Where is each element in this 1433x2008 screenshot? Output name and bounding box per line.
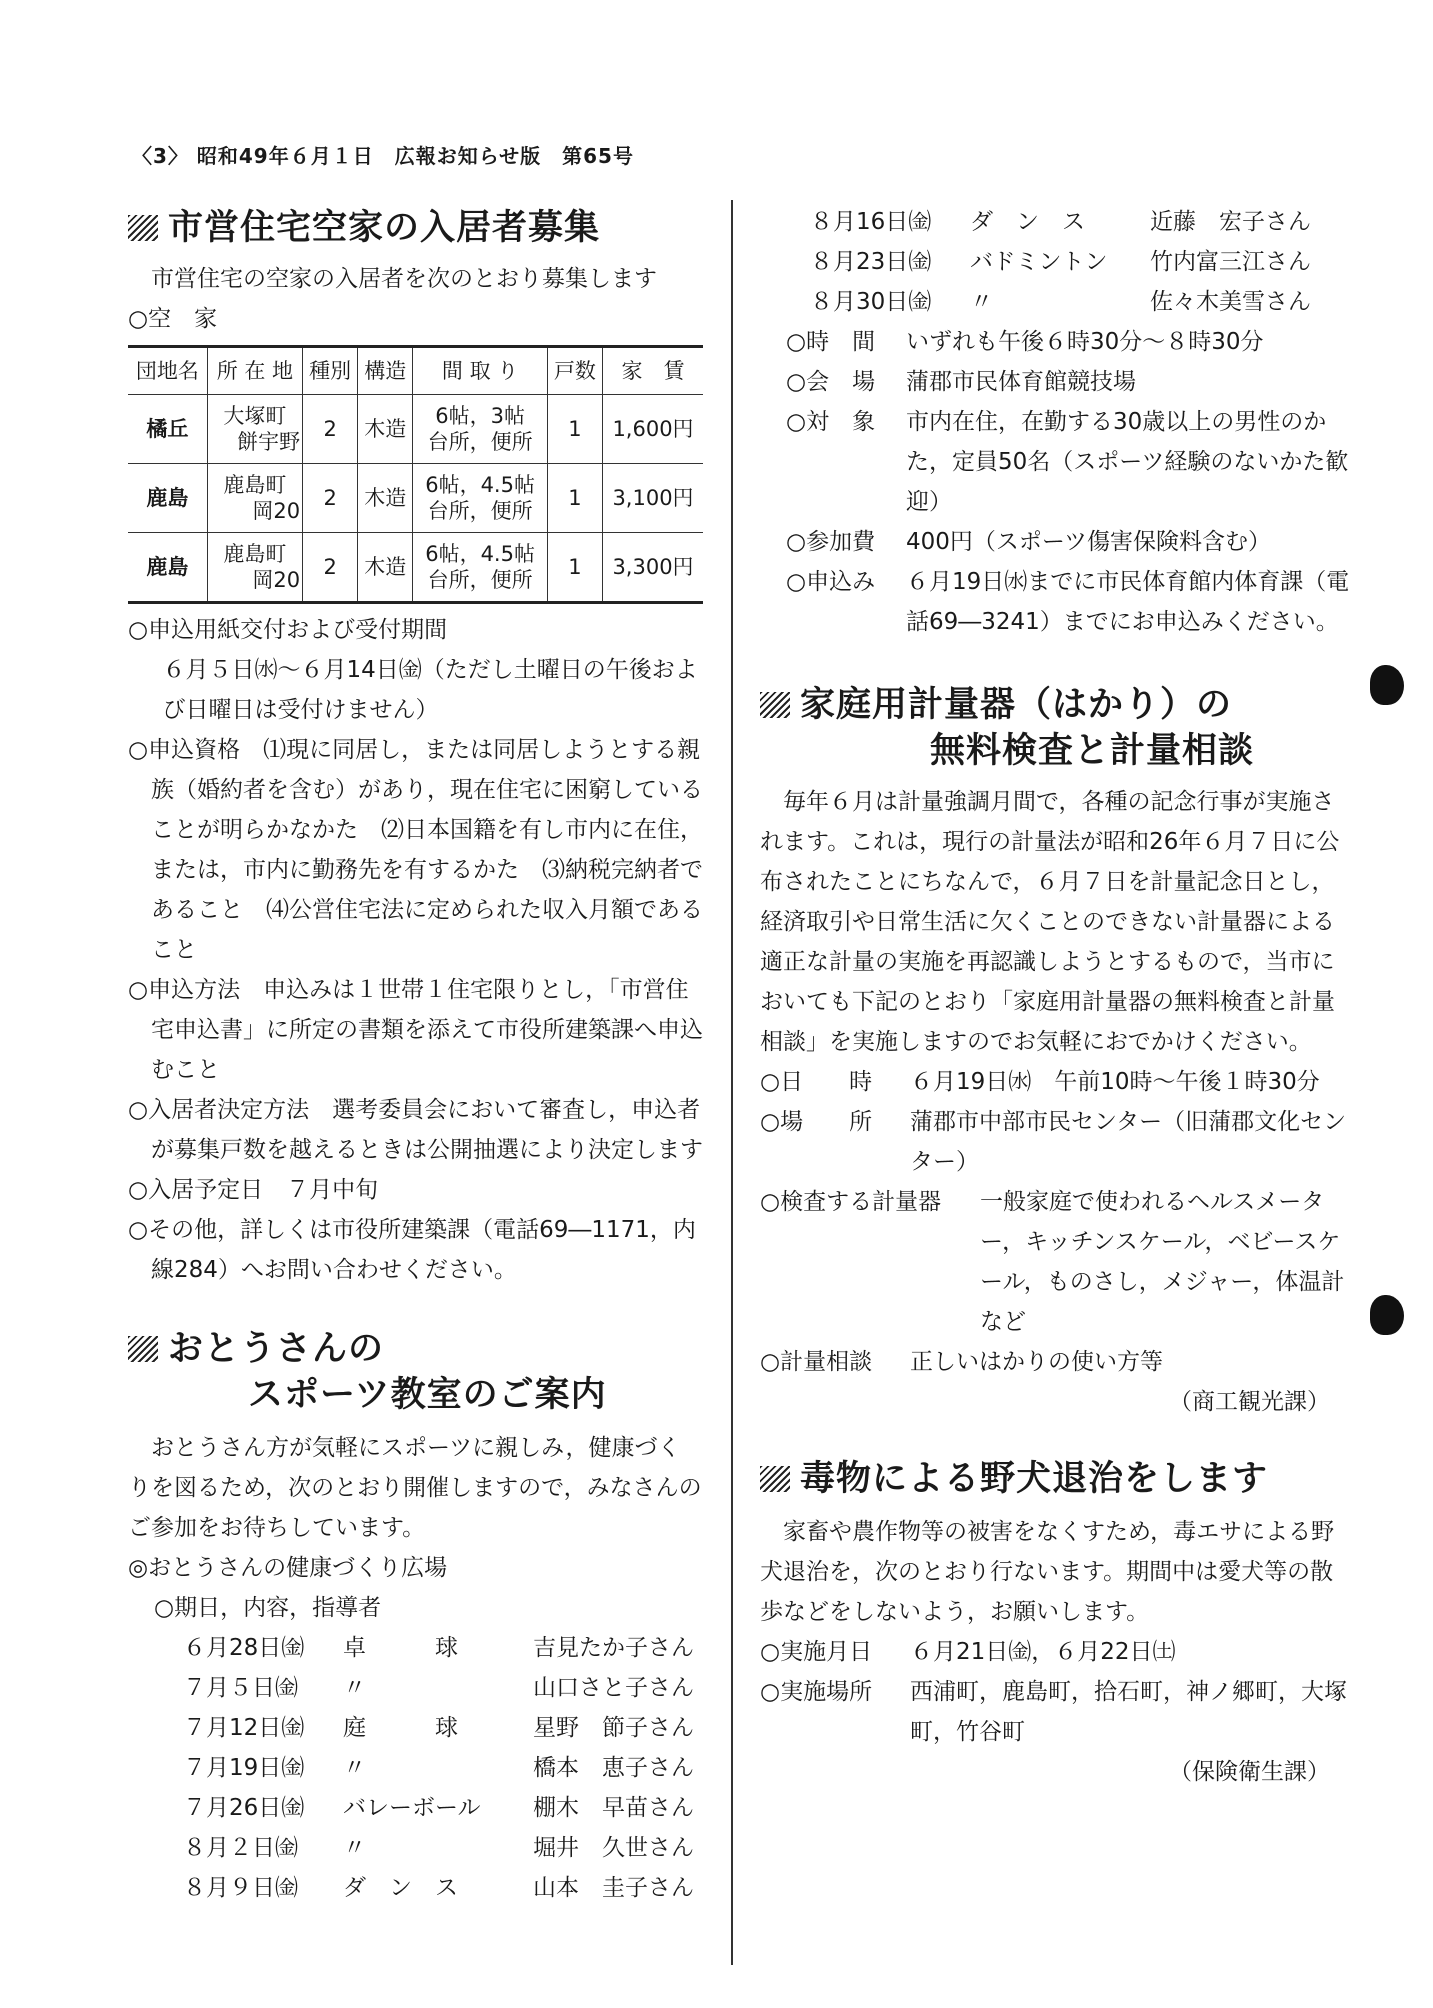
period-label: ○申込用紙交付および受付期間 xyxy=(128,617,448,643)
qualification-text: ○申込資格 ⑴現に同居し，または同居しようとする親族（婚約者を含む）があり，現在住宅に困窮していることが明らかなかた ⑵日本国籍を有し市内に在住，または，市内に勤務先を有するかた ⑶納税完納者であること ⑷公営住宅法に定められた収入月額であること xyxy=(128,737,703,963)
table-row: 鹿島 鹿島町 岡20 2 木造 6帖，4.5帖 台所，便所 1 3,300円 xyxy=(128,533,703,603)
ink-blot xyxy=(1370,665,1404,705)
schedule-list-cont xyxy=(760,202,1350,322)
scales-dept: （商工観光課） xyxy=(1169,1389,1330,1415)
page-header: 〈3〉 昭和49年６月１日 広報お知らせ版 第65号 xyxy=(132,144,634,168)
left-column xyxy=(128,205,703,1908)
section-mark-icon xyxy=(760,1466,790,1492)
list-item: ８月23日㈮ バドミントン 竹内富三江さん xyxy=(810,249,1311,275)
vacancy-label: ○空 家 xyxy=(128,306,218,332)
dogs-title: 毒物による野犬退治をします xyxy=(760,1456,1350,1502)
detail-row: ○時 間 いずれも午後６時30分～８時30分 xyxy=(786,329,1264,355)
col-header: 間 取 り xyxy=(413,347,548,395)
schedule-label: ○期日，内容，指導者 xyxy=(154,1595,382,1621)
detail-row: ○場 所 蒲郡市中部市民センター（旧蒲郡文化センター） xyxy=(760,1109,1347,1175)
dogs-dept: （保険衛生課） xyxy=(1169,1759,1330,1785)
table-row: 橘丘 大塚町 餅宇野 2 木造 6帖，3帖 台所，便所 1 1,600円 xyxy=(128,395,703,464)
col-header: 団地名 xyxy=(128,347,207,395)
detail-row: ○実施場所 西浦町，鹿島町，拾石町，神ノ郷町，大塚町，竹谷町 xyxy=(760,1679,1347,1745)
list-item: ６月28日㈮ 卓 球 吉見たか子さん xyxy=(183,1635,694,1661)
ink-blot xyxy=(1370,1295,1404,1335)
list-item: ７月19日㈮ 〃 橋本 恵子さん xyxy=(183,1755,694,1781)
col-header: 所 在 地 xyxy=(207,347,302,395)
sports-details xyxy=(760,322,1350,642)
section-mark-icon xyxy=(760,692,790,718)
housing-title: 市営住宅空家の入居者募集 xyxy=(128,205,703,251)
sports-title-line2: スポーツ教室のご案内 xyxy=(248,1375,607,1415)
method-text: ○申込方法 申込みは１世帯１住宅限りとし，「市営住宅申込書」に所定の書類を添えて市役所建築課へ申込むこと xyxy=(128,977,703,1083)
col-header: 構造 xyxy=(358,347,413,395)
column-divider xyxy=(731,200,733,1965)
detail-row: ○対 象 市内在住，在勤する30歳以上の男性のかた，定員50名（スポーツ経験のないかた歓迎） xyxy=(786,409,1349,515)
detail-row: ○実施月日 ６月21日㈮，６月22日㈯ xyxy=(760,1639,1176,1665)
list-item: ８月９日㈮ ダ ン ス 山本 圭子さん xyxy=(183,1875,694,1901)
list-item: ７月26日㈮ バレーボール 棚木 早苗さん xyxy=(183,1795,694,1821)
list-item: ８月２日㈮ 〃 堀井 久世さん xyxy=(183,1835,694,1861)
table-row: 鹿島 鹿島町 岡20 2 木造 6帖，4.5帖 台所，便所 1 3,100円 xyxy=(128,464,703,533)
dogs-intro: 家畜や農作物等の被害をなくすため，毒エサによる野犬退治を，次のとおり行ないます。期間中は愛犬等の散歩などをしないよう，お願いします。 xyxy=(760,1519,1335,1625)
sports-title: おとうさんの xyxy=(128,1326,703,1372)
detail-row: ○日 時 ６月19日㈬ 午前10時～午後１時30分 xyxy=(760,1069,1320,1095)
section-mark-icon xyxy=(128,1336,158,1362)
detail-row: ○申込み ６月19日㈬までに市民体育館内体育課（電話69―3241）までにお申込みください。 xyxy=(786,569,1350,635)
list-item: ８月16日㈮ ダ ン ス 近藤 宏子さん xyxy=(810,209,1311,235)
other-text: ○その他，詳しくは市役所建築課（電話69―1171，内線284）へお問い合わせください。 xyxy=(128,1217,696,1283)
period-text: ６月５日㈬～６月14日㈮（ただし土曜日の午後および日曜日は受付けません） xyxy=(162,657,698,723)
right-column xyxy=(760,202,1350,1792)
list-item: ７月５日㈮ 〃 山口さと子さん xyxy=(183,1675,694,1701)
scales-intro: 毎年６月は計量強調月間で，各種の記念行事が実施されます。これは，現行の計量法が昭和26年６月７日に公布されたことにちなんで，６月７日を計量記念日とし，経済取引や日常生活に欠くことのできない計量器による適正な計量の実施を再認識しようとするもので，当市においても下記のとおり「家庭用計量器の無料検査と計量相談」を実施しますのでお気軽におでかけください。 xyxy=(760,789,1340,1055)
list-item: ７月12日㈮ 庭 球 星野 節子さん xyxy=(183,1715,694,1741)
list-item: ８月30日㈮ 〃 佐々木美雪さん xyxy=(810,289,1311,315)
scales-title: 家庭用計量器（はかり）の xyxy=(760,682,1350,728)
housing-table xyxy=(128,345,703,604)
col-header: 戸数 xyxy=(547,347,602,395)
col-header: 家 賃 xyxy=(603,347,704,395)
schedule-list xyxy=(128,1628,703,1908)
housing-intro: 市営住宅の空家の入居者を次のとおり募集します xyxy=(151,266,657,292)
detail-row: ○検査する計量器 一般家庭で使われるヘルスメーター，キッチンスケール，ベビースケール，ものさし，メジャー，体温計など xyxy=(760,1189,1345,1335)
col-header: 種別 xyxy=(303,347,358,395)
detail-row: ○参加費 400円（スポーツ傷害保険料含む） xyxy=(786,529,1271,555)
section-mark-icon xyxy=(128,215,158,241)
detail-row: ○計量相談 正しいはかりの使い方等 xyxy=(760,1349,1163,1375)
plaza-label: ◎おとうさんの健康づくり広場 xyxy=(128,1555,448,1581)
sports-intro: おとうさん方が気軽にスポーツに親しみ，健康づくりを図るため，次のとおり開催しますので，みなさんのご参加をお待ちしています。 xyxy=(128,1435,702,1541)
decision-text: ○入居者決定方法 選考委員会において審査し，申込者が募集戸数を越えるときは公開抽選により決定します xyxy=(128,1097,703,1163)
movein-text: ○入居予定日 ７月中旬 xyxy=(128,1177,379,1203)
scales-title-line2: 無料検査と計量相談 xyxy=(930,731,1255,771)
detail-row: ○会 場 蒲郡市民体育館競技場 xyxy=(786,369,1136,395)
